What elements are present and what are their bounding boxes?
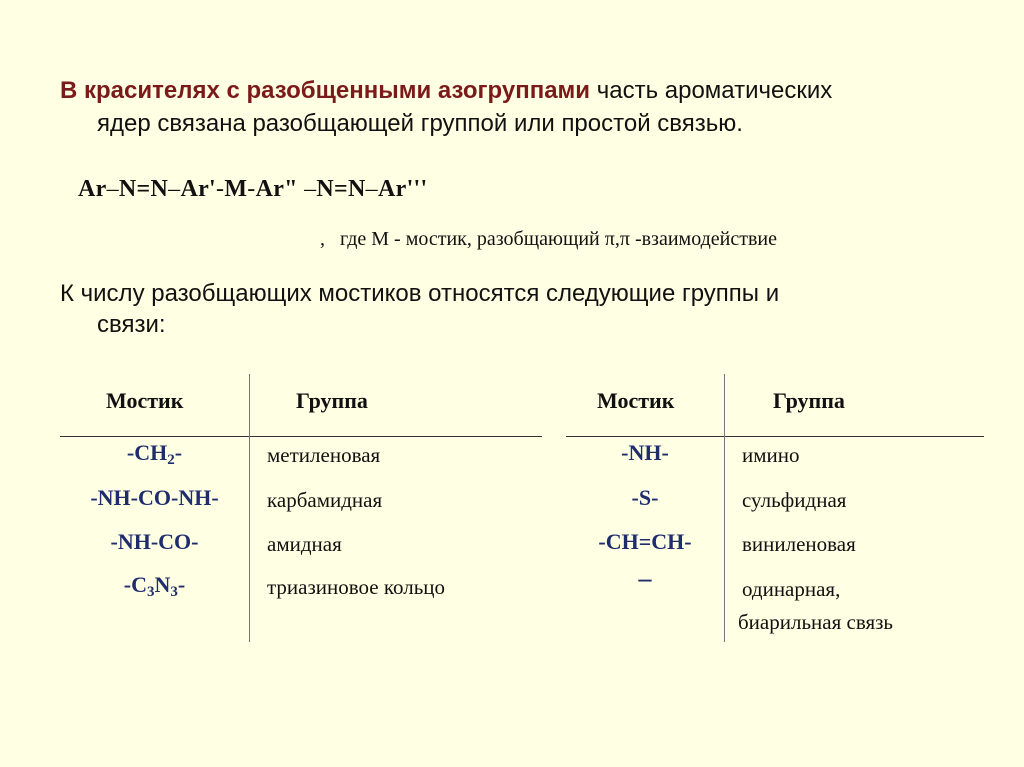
formula-part: Ar''' — [377, 176, 428, 202]
group-label: сульфидная — [742, 488, 847, 512]
group-label: одинарная, — [742, 577, 841, 601]
header-group: Группа — [296, 388, 368, 413]
bridges-intro — [60, 278, 960, 340]
group-label: биарильная связь — [738, 610, 893, 634]
group-label: амидная — [267, 532, 342, 556]
header-divider — [60, 436, 542, 437]
intro-highlight: В красителях с разобщенными азогруппами — [60, 77, 591, 104]
bridge-nh: -NH- — [621, 440, 669, 465]
column-divider — [724, 374, 725, 642]
formula-part: Ar' — [180, 176, 217, 202]
bridge-ch2: $-CH_2-$ — [126, 440, 183, 468]
intro-paragraph — [60, 74, 960, 140]
bridges-table-right — [566, 388, 984, 643]
group-label: имино — [742, 443, 800, 467]
bridge-s: -S- — [631, 485, 659, 510]
bridge-single-bond: – — [638, 564, 652, 593]
formula-note: , где М - мостик, разобщающий π,π -взаимодействие — [320, 228, 778, 250]
header-group: Группа — [773, 388, 845, 413]
formula-part: N=N — [316, 176, 366, 202]
group-label: триазиновое кольцо — [267, 575, 446, 599]
intro-line2: ядер связана разобщающей группой или простой связью. — [97, 110, 743, 137]
formula-part: Ar" — [255, 176, 298, 202]
header-bridge: Мостик — [597, 388, 675, 413]
formula-part: N=N — [118, 176, 169, 202]
group-label: карбамидная — [267, 488, 383, 512]
header-divider — [566, 436, 984, 437]
column-divider — [249, 374, 250, 642]
header-bridge: Мостик — [106, 388, 184, 413]
group-label: виниленовая — [742, 532, 856, 556]
formula-part: M — [224, 176, 248, 202]
bridges-intro-line1: К числу разобщающих мостиков относятся следующие группы и — [60, 280, 780, 307]
bridge-c3n3: $-C_3N_3-$ — [123, 572, 186, 600]
formula-part: Ar — [78, 176, 107, 202]
group-label: метиленовая — [267, 443, 381, 467]
bridge-nh-co: -NH-CO- — [110, 529, 199, 554]
bridges-table-left — [60, 388, 542, 643]
bridge-nh-co-nh: -NH-CO-NH- — [90, 485, 219, 510]
bridge-ch-ch: -CH=CH- — [598, 529, 692, 554]
intro-line1-rest: часть ароматических — [590, 77, 833, 104]
bridges-intro-line2: связи: — [97, 311, 166, 338]
general-formula: Ar–N=N–Ar'-M-Ar" –N=N–Ar''' — [78, 176, 428, 202]
